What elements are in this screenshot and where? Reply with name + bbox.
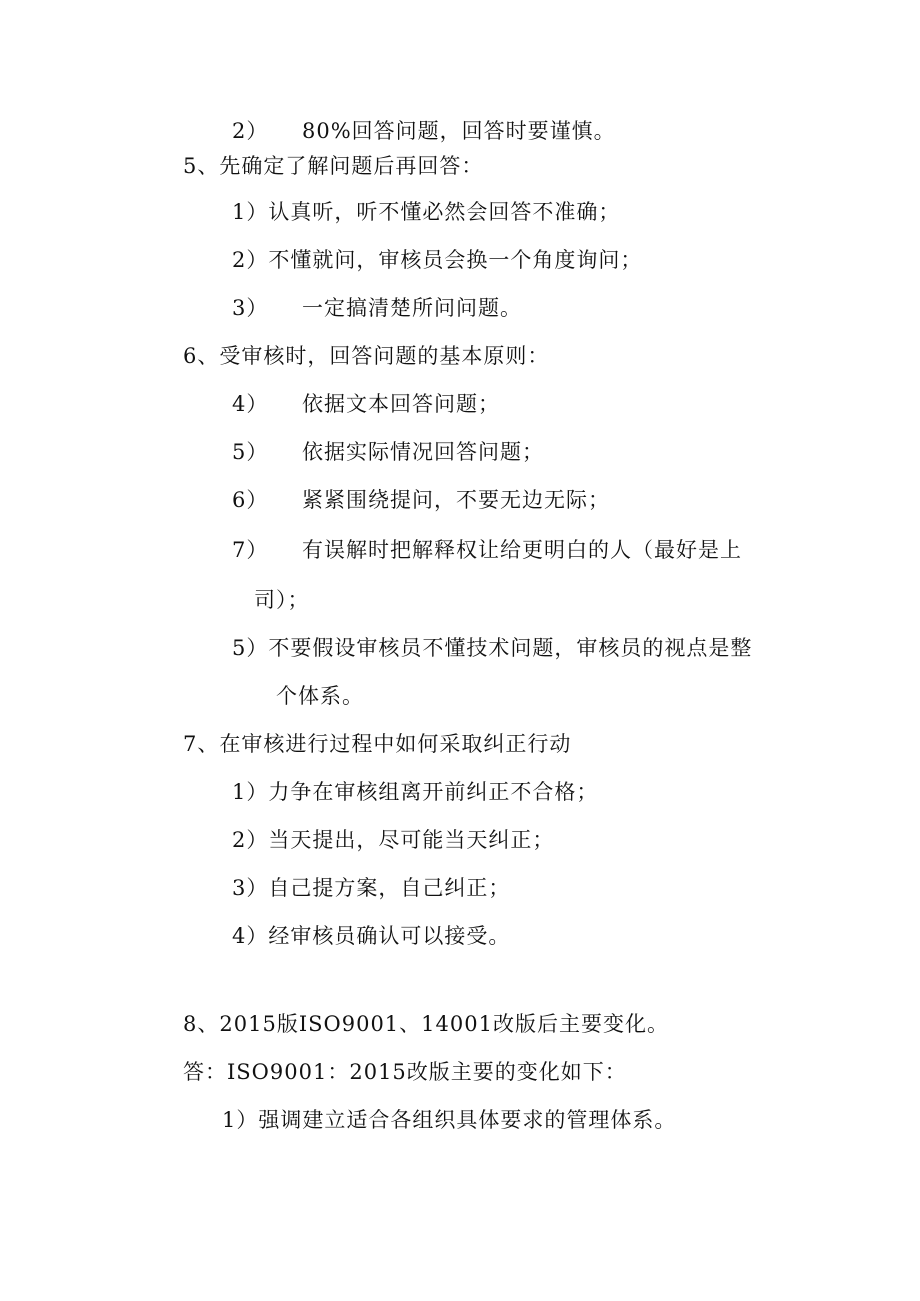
section-text: 在审核进行过程中如何采取纠正行动 xyxy=(219,732,572,756)
item-text: 认真听，听不懂必然会回答不准确； xyxy=(268,200,621,224)
section-number: 5、 xyxy=(183,154,220,178)
item-number: 4） xyxy=(232,392,269,416)
section-text: 先确定了解问题后再回答： xyxy=(219,154,484,178)
item-number: 5） xyxy=(232,440,269,464)
item-2-line xyxy=(232,117,616,145)
item-5b-line xyxy=(232,634,752,662)
item-number: 5） xyxy=(232,636,269,660)
item-number: 1） xyxy=(232,780,269,804)
answer-label: 答： xyxy=(183,1060,227,1084)
section-text: 受审核时，回答问题的基本原则： xyxy=(219,344,550,368)
item-3-line xyxy=(232,874,510,902)
item-number: 3） xyxy=(232,876,269,900)
answer-line xyxy=(183,1058,627,1086)
item-number: 1） xyxy=(222,1108,259,1132)
item-number: 3） xyxy=(232,296,269,320)
item-number: 7） xyxy=(232,538,269,562)
item-1-line xyxy=(232,778,598,806)
item-text: 经审核员确认可以接受。 xyxy=(268,924,511,948)
item-number: 2） xyxy=(232,248,269,272)
item-5b-continuation xyxy=(276,682,364,710)
section-text: 2015版ISO9001、14001改版后主要变化。 xyxy=(219,1012,669,1036)
answer-text: ISO9001：2015改版主要的变化如下： xyxy=(227,1060,627,1084)
item-1-line xyxy=(232,198,620,226)
item-text: 力争在审核组离开前纠正不合格； xyxy=(268,780,599,804)
item-number: 2） xyxy=(232,828,269,852)
item-number: 4） xyxy=(232,924,269,948)
item-number: 1） xyxy=(232,200,269,224)
item-text: 个体系。 xyxy=(276,684,364,708)
item-text: 当天提出，尽可能当天纠正； xyxy=(268,828,555,852)
item-text: 不要假设审核员不懂技术问题，审核员的视点是整 xyxy=(268,636,753,660)
item-text: 自己提方案，自己纠正； xyxy=(268,876,511,900)
section-number: 7、 xyxy=(183,732,220,756)
item-2-line xyxy=(232,246,642,274)
section-6-heading xyxy=(183,342,549,370)
item-text: 依据实际情况回答问题； xyxy=(302,440,544,464)
item-2-line xyxy=(232,826,554,854)
section-5-heading xyxy=(183,152,483,180)
item-text: 不懂就问，审核员会换一个角度询问； xyxy=(268,248,643,272)
section-number: 8、 xyxy=(183,1012,220,1036)
item-text: 强调建立适合各组织具体要求的管理体系。 xyxy=(258,1108,677,1132)
item-3-line xyxy=(232,294,522,322)
item-text: 一定搞清楚所问问题。 xyxy=(302,296,522,320)
item-text: 紧紧围绕提问，不要无边无际； xyxy=(302,488,610,512)
item-number: 6） xyxy=(232,488,269,512)
item-7-line xyxy=(232,536,742,564)
change-1-line xyxy=(222,1106,676,1134)
item-number: 2） xyxy=(232,119,269,143)
item-5-line xyxy=(232,438,544,466)
item-text: 80%回答问题，回答时要谨慎。 xyxy=(302,119,616,143)
section-number: 6、 xyxy=(183,344,220,368)
item-6-line xyxy=(232,486,610,514)
item-4-line xyxy=(232,922,510,950)
section-7-heading xyxy=(183,730,571,758)
item-text: 有误解时把解释权让给更明白的人（最好是上 xyxy=(302,538,742,562)
item-text: 依据文本回答问题； xyxy=(302,392,500,416)
item-text: 司）； xyxy=(254,588,310,612)
item-4-line xyxy=(232,390,500,418)
item-7-continuation xyxy=(254,586,310,614)
section-8-heading xyxy=(183,1010,669,1038)
